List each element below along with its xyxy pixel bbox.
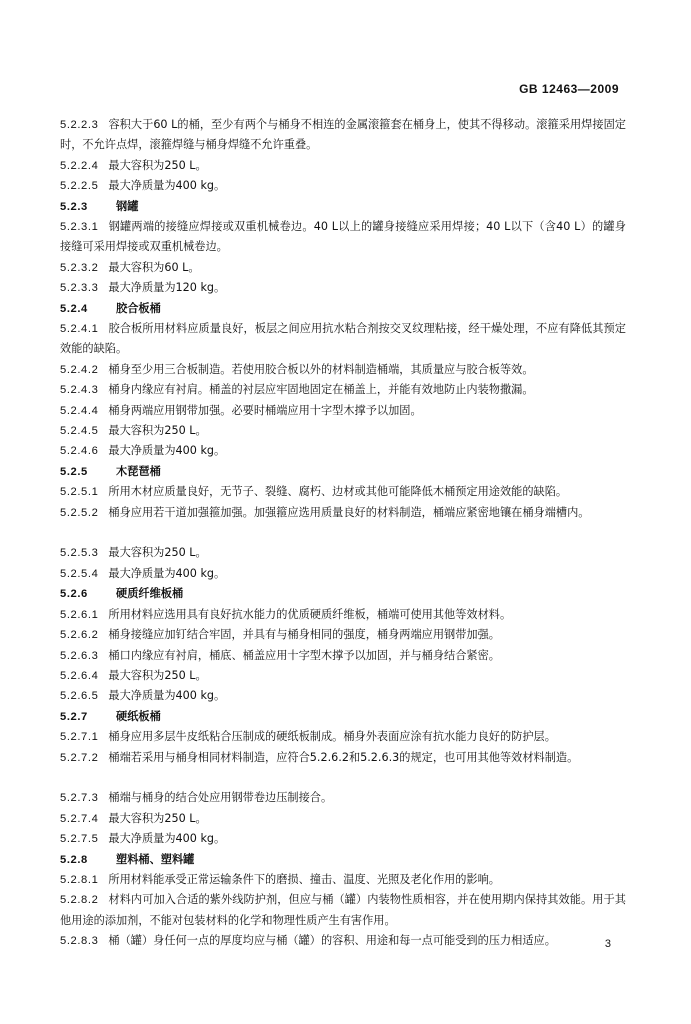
paragraph-5-2-4-3: 5.2.4.3 桶身内缘应有衬肩。桶盖的衬层应牢固地固定在桶盖上，并能有效地防止内装物撒漏。	[60, 383, 534, 397]
document-body	[60, 115, 626, 952]
paragraph-5-2-4-4: 5.2.4.4 桶身两端应用钢带加强。必要时桶端应用十字型木撑予以加固。	[60, 403, 422, 417]
paragraph-5-2-5-3: 5.2.5.3 最大容积为250 L。	[60, 546, 207, 560]
standard-code: GB 12463—2009	[519, 82, 619, 96]
paragraph-5-2-2-5: 5.2.2.5 最大净质量为400 kg。	[60, 179, 226, 193]
page-number: 3	[604, 938, 611, 950]
paragraph-5-2-4-5: 5.2.4.5 最大容积为250 L。	[60, 424, 207, 438]
paragraph-5-2-6-3: 5.2.6.3 桶口内缘应有衬肩，桶底、桶盖应用十字型木撑予以加固，并与桶身结合紧密。	[60, 648, 500, 662]
section-heading-5-2-6: 5.2.6 硬质纤维板桶	[60, 587, 184, 601]
paragraph-5-2-7-3: 5.2.7.3 桶端与桶身的结合处应用钢带卷边压制接合。	[60, 791, 333, 805]
paragraph-5-2-4-1: 5.2.4.1 胶合板所用材料应质量良好，板层之间应用抗水粘合剂按交叉纹理粘接，经干燥处理，不应有降低其预定效能的缺陷。	[60, 322, 626, 356]
paragraph-5-2-7-2: 5.2.7.2 桶端若采用与桶身相同材料制造，应符合5.2.6.2和5.2.6.3的规定，也可用其他等效材料制造。	[60, 750, 579, 764]
paragraph-5-2-2-3: 5.2.2.3 容积大于60 L的桶，至少有两个与桶身不相连的金属滚箍套在桶身上，使其不得移动。滚箍采用焊接固定时，不允许点焊，滚箍焊缝与桶身焊缝不允许重叠。	[60, 118, 626, 152]
paragraph-5-2-5-1: 5.2.5.1 所用木材应质量良好，无节子、裂缝、腐朽、边材或其他可能降低木桶预定用途效能的缺陷。	[60, 485, 568, 499]
section-heading-5-2-8: 5.2.8 塑料桶、塑料罐	[60, 852, 195, 866]
paragraph-5-2-5-2: 5.2.5.2 桶身应用若干道加强箍加强。加强箍应选用质量良好的材料制造，桶端应紧密地镶在桶身端槽内。	[60, 505, 590, 519]
paragraph-5-2-7-1: 5.2.7.1 桶身应用多层牛皮纸粘合压制成的硬纸板制成。桶身外表面应涂有抗水能力良好的防护层。	[60, 730, 556, 744]
paragraph-5-2-4-6: 5.2.4.6 最大净质量为400 kg。	[60, 444, 226, 458]
paragraph-5-2-2-4: 5.2.2.4 最大容积为250 L。	[60, 158, 207, 172]
paragraph-5-2-6-1: 5.2.6.1 所用材料应选用具有良好抗水能力的优质硬质纤维板，桶端可使用其他等效材料。	[60, 607, 512, 621]
paragraph-5-2-4-2: 5.2.4.2 桶身至少用三合板制造。若使用胶合板以外的材料制造桶端，其质量应与胶合板等效。	[60, 362, 534, 376]
paragraph-5-2-3-1: 5.2.3.1 钢罐两端的接缝应焊接或双重机械卷边。40 L以上的罐身接缝应采用焊接；40 L以下（含40 L）的罐身接缝可采用焊接或双重机械卷边。	[60, 220, 626, 254]
paragraph-5-2-3-3: 5.2.3.3 最大净质量为120 kg。	[60, 281, 226, 295]
section-heading-5-2-4: 5.2.4 胶合板桶	[60, 301, 161, 315]
paragraph-5-2-7-5: 5.2.7.5 最大净质量为400 kg。	[60, 832, 226, 846]
paragraph-5-2-6-5: 5.2.6.5 最大净质量为400 kg。	[60, 689, 226, 703]
paragraph-5-2-7-4: 5.2.7.4 最大容积为250 L。	[60, 811, 207, 825]
paragraph-5-2-8-3: 5.2.8.3 桶（罐）身任何一点的厚度均应与桶（罐）的容积、用途和每一点可能受到的压力相适应。	[60, 934, 556, 948]
section-heading-5-2-3: 5.2.3 钢罐	[60, 199, 139, 213]
paragraph-5-2-3-2: 5.2.3.2 最大容积为60 L。	[60, 260, 200, 274]
paragraph-5-2-6-4: 5.2.6.4 最大容积为250 L。	[60, 668, 207, 682]
section-heading-5-2-5: 5.2.5 木琵琶桶	[60, 464, 161, 478]
paragraph-5-2-8-1: 5.2.8.1 所用材料能承受正常运输条件下的磨损、撞击、温度、光照及老化作用的影响。	[60, 872, 500, 886]
paragraph-5-2-5-4: 5.2.5.4 最大净质量为400 kg。	[60, 566, 226, 580]
section-heading-5-2-7: 5.2.7 硬纸板桶	[60, 709, 161, 723]
paragraph-5-2-8-2: 5.2.8.2 材料内可加入合适的紫外线防护剂，但应与桶（罐）内装物性质相容，并在使用期内保持其效能。用于其他用途的添加剂，不能对包装材料的化学和物理性质产生有害作用。	[60, 893, 626, 927]
paragraph-5-2-6-2: 5.2.6.2 桶身接缝应加钉结合牢固，并具有与桶身相同的强度，桶身两端应用钢带加强。	[60, 628, 500, 642]
